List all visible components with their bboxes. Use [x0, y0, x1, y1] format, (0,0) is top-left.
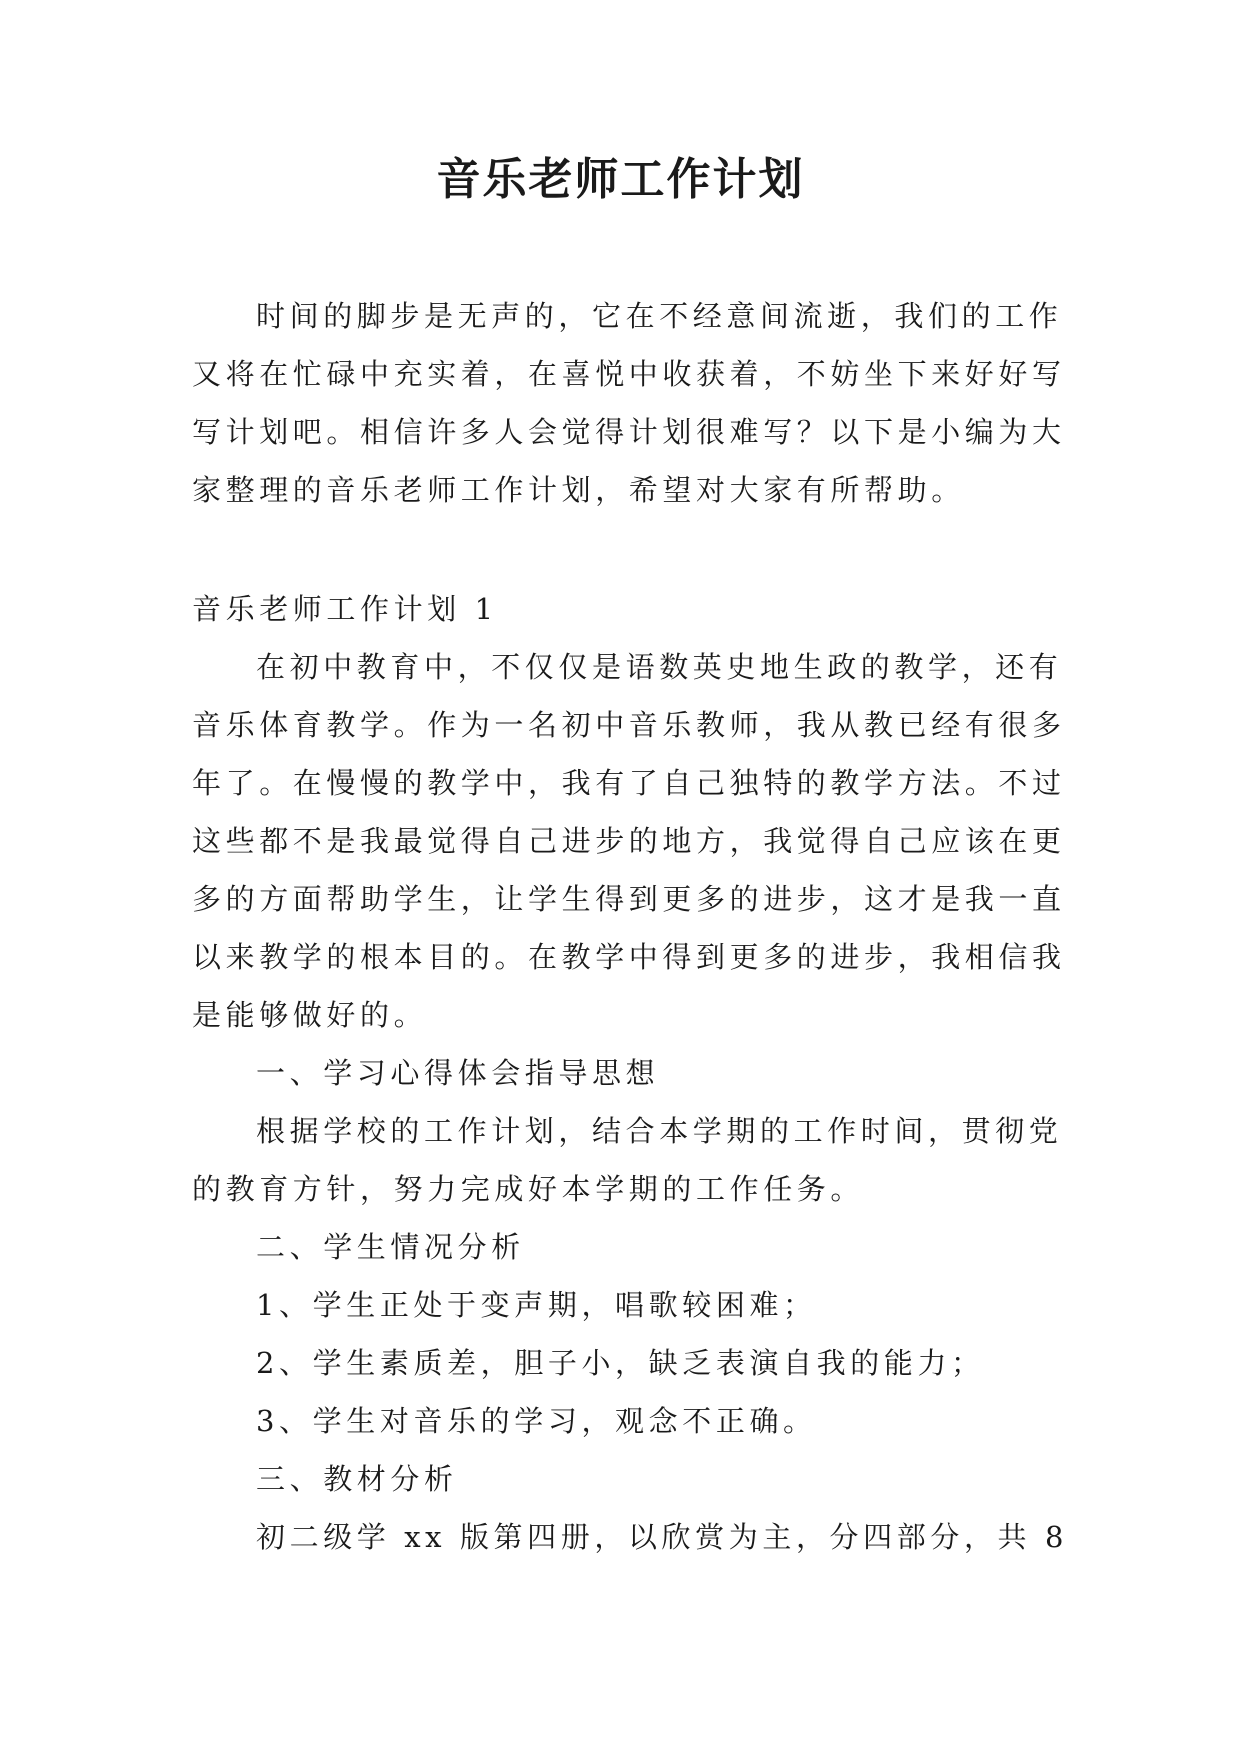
text-line: 这些都不是我最觉得自己进步的地方，我觉得自己应该在更: [192, 824, 1066, 858]
text-line: 根据学校的工作计划，结合本学期的工作时间，贯彻党: [256, 1114, 1063, 1148]
section-heading: 音乐老师工作计划 1: [192, 592, 498, 626]
list-item: 3、学生对音乐的学习，观念不正确。: [256, 1404, 817, 1438]
text-line: 的教育方针，努力完成好本学期的工作任务。: [192, 1172, 865, 1206]
text-line: 时间的脚步是无声的，它在不经意间流逝，我们的工作: [256, 299, 1063, 333]
text-line: 又将在忙碌中充实着，在喜悦中收获着，不妨坐下来好好写: [192, 357, 1066, 391]
subheading-student-analysis: 二、学生情况分析: [256, 1230, 525, 1264]
document-title: 音乐老师工作计划: [436, 154, 805, 205]
text-line: 初二级学 xx 版第四册，以欣赏为主，分四部分，共 8: [256, 1520, 1069, 1554]
section-1: [192, 580, 1069, 1566]
text-line: 以来教学的根本目的。在教学中得到更多的进步，我相信我: [192, 940, 1066, 974]
text-line: 多的方面帮助学生，让学生得到更多的进步，这才是我一直: [192, 882, 1066, 916]
text-line: 家整理的音乐老师工作计划，希望对大家有所帮助。: [192, 473, 965, 507]
text-line: 在初中教育中，不仅仅是语数英史地生政的教学，还有: [256, 650, 1063, 684]
intro-paragraph: [192, 287, 1066, 519]
text-line: 音乐体育教学。作为一名初中音乐教师，我从教已经有很多: [192, 708, 1066, 742]
subheading-guiding-ideology: 一、学习心得体会指导思想: [256, 1056, 660, 1090]
list-item: 1、学生正处于变声期，唱歌较困难；: [256, 1288, 817, 1322]
text-line: 写计划吧。相信许多人会觉得计划很难写？以下是小编为大: [192, 415, 1066, 449]
subheading-textbook-analysis: 三、教材分析: [256, 1462, 458, 1496]
list-item: 2、学生素质差，胆子小，缺乏表演自我的能力；: [256, 1346, 985, 1380]
text-line: 年了。在慢慢的教学中，我有了自己独特的教学方法。不过: [192, 766, 1066, 800]
text-line: 是能够做好的。: [192, 998, 428, 1032]
